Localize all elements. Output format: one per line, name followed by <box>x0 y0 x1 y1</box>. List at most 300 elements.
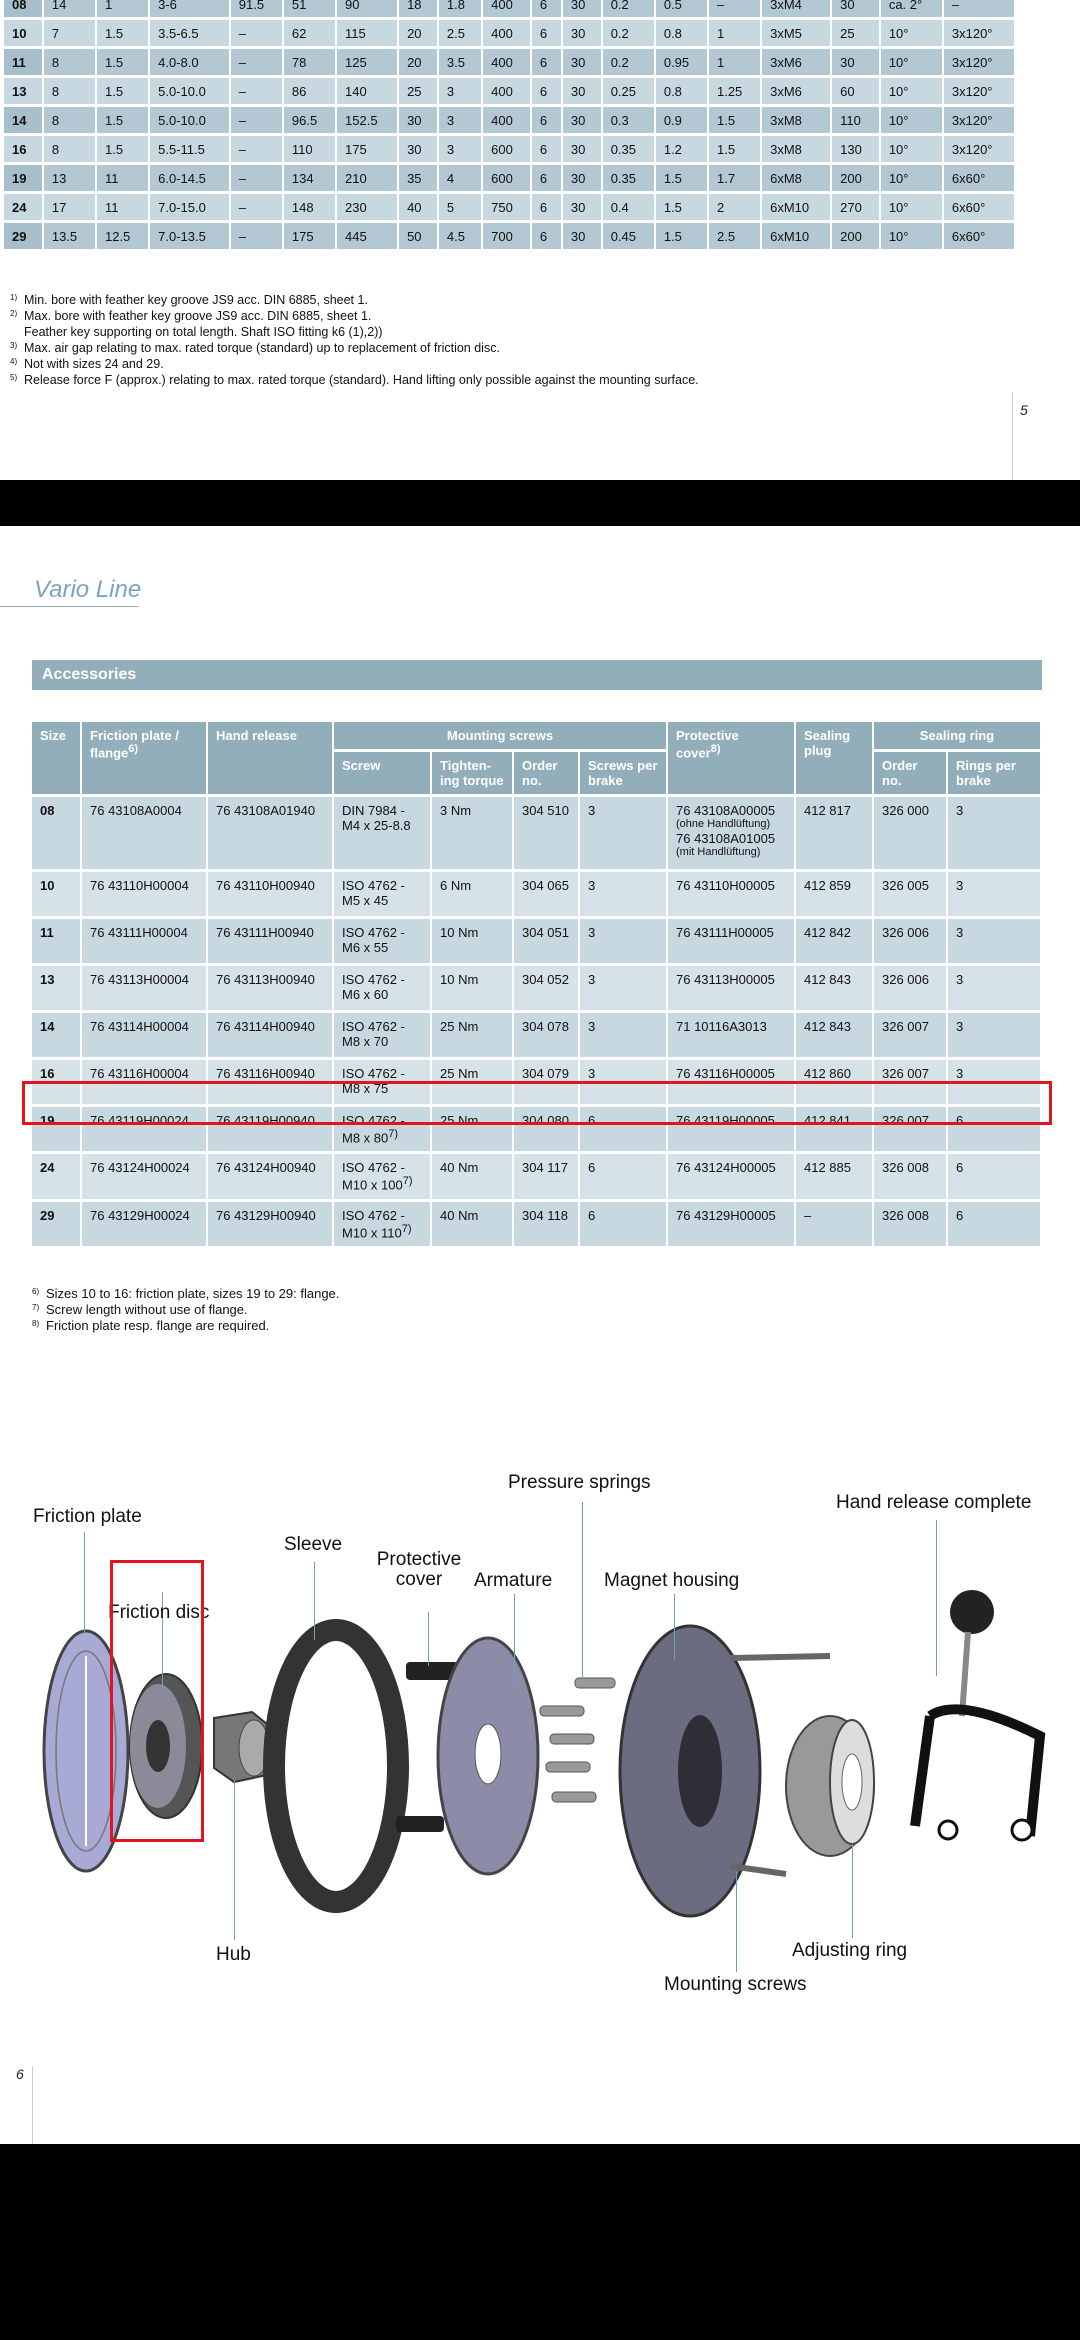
footnote <box>32 1318 339 1334</box>
spec-size-cell: 16 <box>4 136 44 162</box>
spec-cell: 13.5 <box>44 223 97 249</box>
accessories-footnotes <box>32 1286 339 1334</box>
footnote-mark <box>10 324 24 340</box>
spec-cell: 10° <box>881 49 944 75</box>
accessory-cover-cell: 76 43119H00005 <box>668 1107 796 1151</box>
leader-hand-release <box>936 1520 937 1676</box>
spec-cell: 0.2 <box>603 49 656 75</box>
leader-mounting-screws <box>736 1872 737 1972</box>
spec-cell: 3xM4 <box>762 0 832 17</box>
spec-cell: 18 <box>399 0 439 17</box>
accessory-plug-cell: 412 843 <box>796 1013 874 1057</box>
spec-cell: 3x120° <box>944 107 1016 133</box>
accessory-spb-cell: 6 <box>580 1107 668 1151</box>
accessory-row <box>32 797 1042 869</box>
page-6 <box>0 526 1080 2144</box>
footnote-mark: 4) <box>10 357 18 366</box>
spec-cell: 1.5 <box>656 223 709 249</box>
page-5 <box>0 0 1080 480</box>
accessory-size-cell: 14 <box>32 1013 82 1057</box>
spec-cell: 270 <box>832 194 881 220</box>
accessory-torque-cell: 10 Nm <box>432 966 514 1010</box>
footnote-text: Not with sizes 24 and 29. <box>24 357 164 371</box>
accessory-cover-cell: 76 43124H00005 <box>668 1154 796 1198</box>
spec-cell: 25 <box>832 20 881 46</box>
accessory-ring-cell: 326 007 <box>874 1013 948 1057</box>
spec-cell: 25 <box>399 78 439 104</box>
accessory-plate-cell: 76 43119H00024 <box>82 1107 208 1151</box>
spec-cell: 125 <box>337 49 399 75</box>
spec-cell: 210 <box>337 165 399 191</box>
accessory-order-cell: 304 118 <box>514 1202 580 1246</box>
accessory-hand-cell: 76 43119H00940 <box>208 1107 334 1151</box>
accessory-torque-cell: 25 Nm <box>432 1107 514 1151</box>
spec-cell: 78 <box>284 49 337 75</box>
spec-size-cell: 13 <box>4 78 44 104</box>
spec-cell: 400 <box>483 107 532 133</box>
spec-size-cell: 08 <box>4 0 44 17</box>
accessory-rpb-cell: 6 <box>948 1154 1042 1198</box>
footnote-mark: 6) <box>32 1287 40 1296</box>
spec-cell: 400 <box>483 49 532 75</box>
accessory-order-cell: 304 051 <box>514 919 580 963</box>
label-hand-release: Hand release complete <box>836 1492 1032 1513</box>
accessory-spb-cell: 6 <box>580 1154 668 1198</box>
spec-cell: 3 <box>439 136 483 162</box>
leader-magnet-housing <box>674 1594 675 1660</box>
spec-cell: 6xM10 <box>762 223 832 249</box>
spec-cell: 175 <box>337 136 399 162</box>
spec-cell: 1.5 <box>97 136 150 162</box>
armature-part <box>438 1638 538 1874</box>
spec-cell: 2.5 <box>709 223 762 249</box>
label-mounting-screws: Mounting screws <box>664 1974 807 1995</box>
spec-row <box>4 49 1016 75</box>
spec-cell: 3x120° <box>944 49 1016 75</box>
footnote-text: Feather key supporting on total length. Shaft ISO fitting k6 (1),2)) <box>24 325 383 339</box>
col-rings-per-brake: Rings per brake <box>948 752 1042 794</box>
spec-cell: 10° <box>881 78 944 104</box>
spec-cell: – <box>231 49 284 75</box>
accessory-order-cell: 304 079 <box>514 1060 580 1104</box>
page-number: 6 <box>16 2066 24 2082</box>
spec-cell: 6 <box>532 49 563 75</box>
label-pressure-springs: Pressure springs <box>508 1472 651 1493</box>
footnote <box>10 340 699 356</box>
spec-cell: 3xM8 <box>762 136 832 162</box>
accessory-plug-cell: 412 843 <box>796 966 874 1010</box>
leader-hub <box>234 1780 235 1940</box>
col-tightening-torque: Tighten-ing torque <box>432 752 514 794</box>
spec-cell: 0.9 <box>656 107 709 133</box>
accessory-size-cell: 24 <box>32 1154 82 1198</box>
spec-cell: 0.3 <box>603 107 656 133</box>
spec-size-cell: 14 <box>4 107 44 133</box>
spec-cell: 96.5 <box>284 107 337 133</box>
footnote <box>10 372 699 388</box>
col-group-sealing-ring: Sealing ring <box>874 722 1042 749</box>
accessory-hand-cell: 76 43129H00940 <box>208 1202 334 1246</box>
col-screws-per-brake: Screws per brake <box>580 752 668 794</box>
col-group-mounting-screws: Mounting screws <box>334 722 668 749</box>
accessory-ring-cell: 326 006 <box>874 919 948 963</box>
spec-cell: 8 <box>44 49 97 75</box>
spec-cell: 1.2 <box>656 136 709 162</box>
accessory-plate-cell: 76 43124H00024 <box>82 1154 208 1198</box>
col-size: Size <box>32 722 82 794</box>
footnote-text: Release force F (approx.) relating to max. rated torque (standard). Hand lifting only possible against the mounting surface. <box>24 373 699 387</box>
spec-cell: 148 <box>284 194 337 220</box>
label-adjusting-ring: Adjusting ring <box>792 1940 908 1961</box>
leader-armature <box>514 1594 515 1690</box>
accessory-cover-cell: 71 10116A3013 <box>668 1013 796 1057</box>
col-hand-release: Hand release <box>208 722 334 794</box>
spec-cell: 0.8 <box>656 78 709 104</box>
spec-cell: 7 <box>44 20 97 46</box>
accessory-size-cell: 16 <box>32 1060 82 1104</box>
accessory-rpb-cell: 6 <box>948 1107 1042 1151</box>
accessory-plate-cell: 76 43108A0004 <box>82 797 208 869</box>
spec-cell: 0.35 <box>603 165 656 191</box>
accessory-ring-cell: 326 000 <box>874 797 948 869</box>
leader-protective-cover <box>428 1612 429 1666</box>
spec-cell: 17 <box>44 194 97 220</box>
accessory-hand-cell: 76 43111H00940 <box>208 919 334 963</box>
accessory-row <box>32 872 1042 916</box>
accessory-size-cell: 08 <box>32 797 82 869</box>
spec-cell: 3x120° <box>944 136 1016 162</box>
accessory-screw-cell: ISO 4762 - M10 x 100$^{7)}$ <box>334 1154 432 1198</box>
spec-size-cell: 19 <box>4 165 44 191</box>
sleeve-part <box>274 1630 398 1902</box>
footnote-mark: 5) <box>10 373 18 382</box>
spec-cell: 6 <box>532 107 563 133</box>
spec-cell: – <box>231 136 284 162</box>
spec-cell: 6 <box>532 223 563 249</box>
spec-cell: 30 <box>563 165 603 191</box>
spec-cell: 200 <box>832 165 881 191</box>
spec-cell: – <box>944 0 1016 17</box>
spec-cell: 6x60° <box>944 194 1016 220</box>
accessory-ring-cell: 326 005 <box>874 872 948 916</box>
spec-cell: 30 <box>563 107 603 133</box>
accessory-row <box>32 919 1042 963</box>
spec-cell: 750 <box>483 194 532 220</box>
spec-cell: 6x60° <box>944 165 1016 191</box>
accessory-screw-cell: ISO 4762 - M6 x 55 <box>334 919 432 963</box>
spec-cell: 1 <box>709 49 762 75</box>
spec-cell: 5.5-11.5 <box>150 136 231 162</box>
spec-cell: 6.0-14.5 <box>150 165 231 191</box>
spec-cell: 10° <box>881 223 944 249</box>
accessory-hand-cell: 76 43114H00940 <box>208 1013 334 1057</box>
col-order-no: Order no. <box>514 752 580 794</box>
footnote-text: Friction plate resp. flange are required. <box>46 1318 270 1333</box>
accessory-spb-cell: 3 <box>580 966 668 1010</box>
spec-cell: – <box>709 0 762 17</box>
footnote-text: Sizes 10 to 16: friction plate, sizes 19 to 29: flange. <box>46 1286 340 1301</box>
page-number: 5 <box>1020 402 1028 418</box>
accessory-ring-cell: 326 008 <box>874 1154 948 1198</box>
spec-cell: 30 <box>399 136 439 162</box>
spec-cell: 140 <box>337 78 399 104</box>
accessory-screw-cell: ISO 4762 - M8 x 75 <box>334 1060 432 1104</box>
spec-cell: 4 <box>439 165 483 191</box>
section-title: Vario Line <box>34 576 142 603</box>
spec-cell: 10° <box>881 136 944 162</box>
spec-cell: 3xM5 <box>762 20 832 46</box>
spec-cell: 14 <box>44 0 97 17</box>
specification-table <box>4 0 1016 252</box>
page-margin-line <box>1012 392 1013 480</box>
spec-cell: 3xM6 <box>762 78 832 104</box>
footnote <box>32 1286 339 1302</box>
spec-cell: 1.5 <box>709 107 762 133</box>
spec-cell: 0.5 <box>656 0 709 17</box>
spec-cell: 600 <box>483 165 532 191</box>
spec-cell: 51 <box>284 0 337 17</box>
spec-cell: 0.95 <box>656 49 709 75</box>
accessory-screw-cell: ISO 4762 - M8 x 80$^{7)}$ <box>334 1107 432 1151</box>
spec-cell: 13 <box>44 165 97 191</box>
footnote-mark: 8) <box>32 1319 40 1328</box>
spec-cell: 11 <box>97 165 150 191</box>
spec-cell: 1.5 <box>97 49 150 75</box>
spec-row <box>4 107 1016 133</box>
spec-cell: 30 <box>399 107 439 133</box>
spec-cell: 20 <box>399 49 439 75</box>
accessory-size-cell: 13 <box>32 966 82 1010</box>
footnote-text: Max. air gap relating to max. rated torque (standard) up to replacement of friction disc. <box>24 341 500 355</box>
spec-cell: 1.5 <box>97 20 150 46</box>
footnote-text: Min. bore with feather key groove JS9 acc. DIN 6885, sheet 1. <box>24 293 368 307</box>
spec-cell: 50 <box>399 223 439 249</box>
accessory-ring-cell: 326 008 <box>874 1202 948 1246</box>
accessory-plate-cell: 76 43110H00004 <box>82 872 208 916</box>
spec-cell: 1.5 <box>97 78 150 104</box>
page-margin-line <box>32 2066 33 2144</box>
spec-cell: 3x120° <box>944 78 1016 104</box>
accessory-rpb-cell: 3 <box>948 797 1042 869</box>
spec-footnotes <box>10 292 699 388</box>
accessory-rpb-cell: 6 <box>948 1202 1042 1246</box>
accessory-screw-cell: ISO 4762 - M5 x 45 <box>334 872 432 916</box>
spec-cell: 5.0-10.0 <box>150 107 231 133</box>
accessory-order-cell: 304 065 <box>514 872 580 916</box>
accessory-plug-cell: 412 817 <box>796 797 874 869</box>
accessory-torque-cell: 6 Nm <box>432 872 514 916</box>
col-protective-cover: Protective cover$^{8)}$ <box>668 722 796 794</box>
spec-row <box>4 20 1016 46</box>
accessory-order-cell: 304 080 <box>514 1107 580 1151</box>
col-ring-order-no: Order no. <box>874 752 948 794</box>
spec-cell: 8 <box>44 136 97 162</box>
label-friction-disc: Friction disc <box>108 1602 210 1623</box>
spec-cell: 8 <box>44 78 97 104</box>
spec-cell: ca. 2° <box>881 0 944 17</box>
accessory-plug-cell: 412 860 <box>796 1060 874 1104</box>
spec-cell: 0.45 <box>603 223 656 249</box>
accessory-size-cell: 19 <box>32 1107 82 1151</box>
accessory-hand-cell: 76 43113H00940 <box>208 966 334 1010</box>
accessory-hand-cell: 76 43108A01940 <box>208 797 334 869</box>
accessory-size-cell: 10 <box>32 872 82 916</box>
section-title-rule <box>0 606 138 607</box>
spec-cell: 700 <box>483 223 532 249</box>
accessory-hand-cell: 76 43124H00940 <box>208 1154 334 1198</box>
accessory-row <box>32 1013 1042 1057</box>
spec-cell: – <box>231 194 284 220</box>
spec-cell: 1.25 <box>709 78 762 104</box>
spec-cell: 35 <box>399 165 439 191</box>
spec-cell: 8 <box>44 107 97 133</box>
spec-cell: 10° <box>881 194 944 220</box>
accessory-ring-cell: 326 007 <box>874 1107 948 1151</box>
spec-size-cell: 24 <box>4 194 44 220</box>
spec-cell: 30 <box>563 78 603 104</box>
spec-cell: 6 <box>532 194 563 220</box>
hand-release-part <box>915 1590 1040 1840</box>
label-protective-cover: Protective cover <box>376 1549 462 1590</box>
spec-cell: 3x120° <box>944 20 1016 46</box>
spec-cell: – <box>231 78 284 104</box>
accessory-screw-cell: ISO 4762 - M8 x 70 <box>334 1013 432 1057</box>
spec-cell: 6 <box>532 136 563 162</box>
accessory-plate-cell: 76 43113H00004 <box>82 966 208 1010</box>
accessory-ring-cell: 326 006 <box>874 966 948 1010</box>
label-sleeve: Sleeve <box>284 1534 343 1555</box>
accessory-order-cell: 304 052 <box>514 966 580 1010</box>
spec-cell: 3xM8 <box>762 107 832 133</box>
exploded-view-diagram <box>0 1416 1080 1995</box>
spec-row <box>4 78 1016 104</box>
accessory-torque-cell: 25 Nm <box>432 1060 514 1104</box>
spec-cell: 12.5 <box>97 223 150 249</box>
accessory-row <box>32 1154 1042 1198</box>
spec-cell: 6x60° <box>944 223 1016 249</box>
footnote-text: Max. bore with feather key groove JS9 acc. DIN 6885, sheet 1. <box>24 309 372 323</box>
spec-row <box>4 0 1016 17</box>
spec-cell: 30 <box>563 136 603 162</box>
accessory-size-cell: 11 <box>32 919 82 963</box>
spec-cell: 0.4 <box>603 194 656 220</box>
spec-cell: 30 <box>832 0 881 17</box>
spec-cell: 5 <box>439 194 483 220</box>
spec-cell: 110 <box>284 136 337 162</box>
spec-cell: 6 <box>532 78 563 104</box>
spec-cell: 0.25 <box>603 78 656 104</box>
accessory-torque-cell: 40 Nm <box>432 1154 514 1198</box>
spec-cell: 4.0-8.0 <box>150 49 231 75</box>
spec-cell: 230 <box>337 194 399 220</box>
accessory-screw-cell: ISO 4762 - M6 x 60 <box>334 966 432 1010</box>
spec-cell: 0.2 <box>603 20 656 46</box>
adjusting-ring-part <box>786 1716 874 1856</box>
label-friction-plate: Friction plate <box>33 1506 142 1527</box>
accessory-cover-cell: 76 43129H00005 <box>668 1202 796 1246</box>
accessory-row <box>32 1202 1042 1246</box>
accessory-plate-cell: 76 43111H00004 <box>82 919 208 963</box>
spec-row <box>4 194 1016 220</box>
spec-cell: 2.5 <box>439 20 483 46</box>
spec-cell: 10° <box>881 107 944 133</box>
spec-cell: 5.0-10.0 <box>150 78 231 104</box>
spec-cell: 90 <box>337 0 399 17</box>
spec-cell: 30 <box>563 0 603 17</box>
spec-cell: 400 <box>483 78 532 104</box>
accessory-order-cell: 304 078 <box>514 1013 580 1057</box>
spec-row <box>4 136 1016 162</box>
spec-size-cell: 11 <box>4 49 44 75</box>
spec-cell: 7.0-15.0 <box>150 194 231 220</box>
spec-cell: – <box>231 223 284 249</box>
accessory-torque-cell: 10 Nm <box>432 919 514 963</box>
accessory-plug-cell: 412 859 <box>796 872 874 916</box>
spec-cell: 0.2 <box>603 0 656 17</box>
spec-cell: 6 <box>532 20 563 46</box>
accessory-spb-cell: 3 <box>580 797 668 869</box>
spec-cell: 1 <box>709 20 762 46</box>
spec-cell: 400 <box>483 20 532 46</box>
accessory-plug-cell: 412 841 <box>796 1107 874 1151</box>
accessory-rpb-cell: 3 <box>948 872 1042 916</box>
accessory-screw-cell: ISO 4762 - M10 x 110$^{7)}$ <box>334 1202 432 1246</box>
accessory-cover-cell: 76 43116H00005 <box>668 1060 796 1104</box>
accessory-screw-cell: DIN 7984 - M4 x 25-8.8 <box>334 797 432 869</box>
accessories-heading: Accessories <box>32 660 1042 690</box>
col-friction-plate: Friction plate / flange$^{6)}$ <box>82 722 208 794</box>
accessory-cover-cell: 76 43110H00005 <box>668 872 796 916</box>
accessories-table <box>32 719 1042 1249</box>
spec-cell: 0.8 <box>656 20 709 46</box>
label-armature: Armature <box>474 1570 553 1591</box>
accessory-torque-cell: 3 Nm <box>432 797 514 869</box>
footnote-mark: 2) <box>10 309 18 318</box>
highlight-box-friction-disc <box>110 1560 204 1842</box>
accessory-torque-cell: 25 Nm <box>432 1013 514 1057</box>
accessory-cover-cell: 76 43108A00005 (ohne Handlüftung) 76 43108A01005 (mit Handlüftung) <box>668 797 796 869</box>
spec-cell: 3.5-6.5 <box>150 20 231 46</box>
accessory-plug-cell: 412 885 <box>796 1154 874 1198</box>
spec-size-cell: 29 <box>4 223 44 249</box>
accessory-hand-cell: 76 43110H00940 <box>208 872 334 916</box>
leader-pressure-springs <box>582 1502 583 1682</box>
spec-cell: 0.35 <box>603 136 656 162</box>
spec-cell: 91.5 <box>231 0 284 17</box>
accessory-spb-cell: 3 <box>580 919 668 963</box>
spec-cell: 30 <box>563 20 603 46</box>
col-screw: Screw <box>334 752 432 794</box>
spec-cell: 40 <box>399 194 439 220</box>
spec-cell: – <box>231 107 284 133</box>
spec-cell: 445 <box>337 223 399 249</box>
leader-sleeve <box>314 1562 315 1640</box>
accessory-plate-cell: 76 43114H00004 <box>82 1013 208 1057</box>
spec-cell: 10° <box>881 165 944 191</box>
accessory-rpb-cell: 3 <box>948 1060 1042 1104</box>
spec-cell: 6 <box>532 0 563 17</box>
pressure-springs-part <box>540 1678 615 1802</box>
accessory-spb-cell: 3 <box>580 1060 668 1104</box>
spec-cell: 6xM10 <box>762 194 832 220</box>
spec-cell: 20 <box>399 20 439 46</box>
accessory-rpb-cell: 3 <box>948 919 1042 963</box>
spec-cell: 200 <box>832 223 881 249</box>
spec-cell: 4.5 <box>439 223 483 249</box>
spec-cell: 1.5 <box>656 165 709 191</box>
spec-cell: 115 <box>337 20 399 46</box>
accessory-order-cell: 304 117 <box>514 1154 580 1198</box>
